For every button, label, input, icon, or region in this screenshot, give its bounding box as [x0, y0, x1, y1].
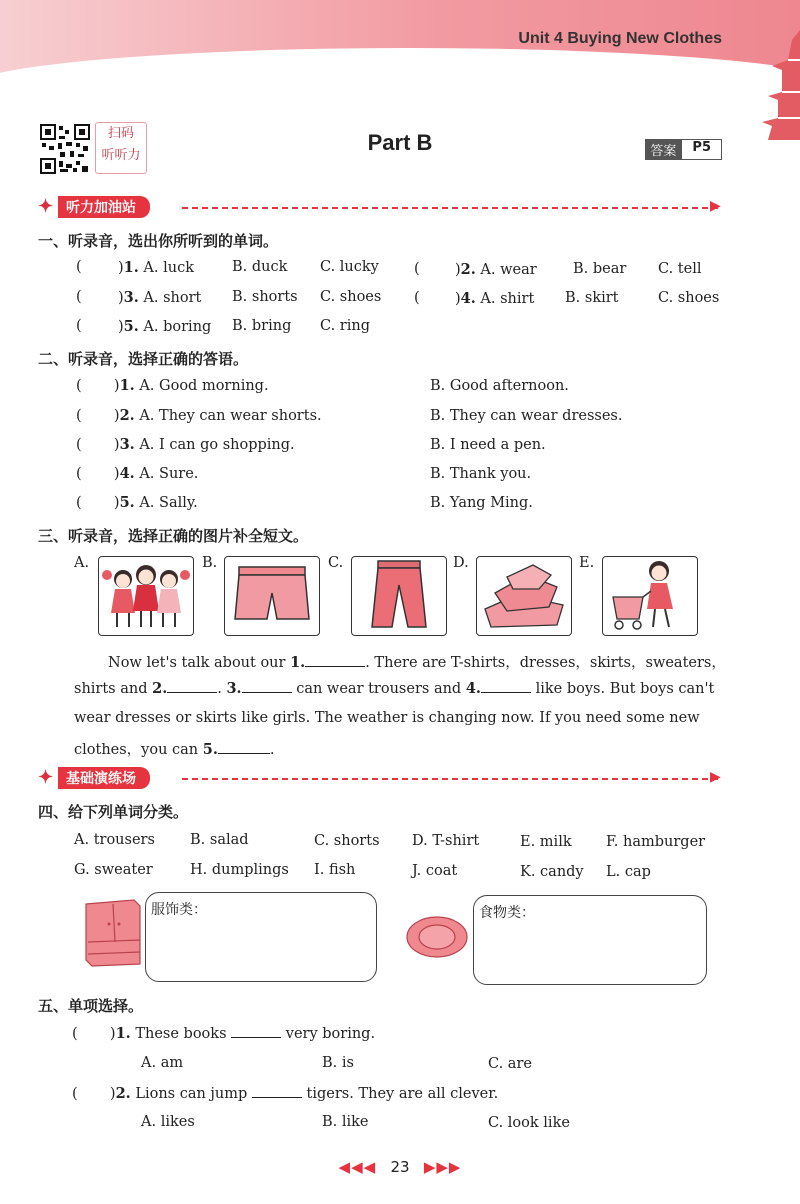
- divider: [182, 207, 718, 209]
- item-number: 3.: [123, 289, 139, 306]
- answer-label: 答案: [645, 139, 681, 160]
- practice-banner-label: 基础演练场: [58, 767, 150, 789]
- page-number: 23: [390, 1158, 410, 1176]
- picture-trousers: [351, 556, 447, 636]
- word: G. sweater: [74, 862, 153, 878]
- clothes-category-label: 服饰类：: [151, 902, 207, 918]
- passage-text: Now let's talk about our: [108, 655, 291, 671]
- word: D. T-shirt: [412, 833, 480, 849]
- option-c: C. shoes: [658, 290, 720, 306]
- item-number: 1.: [123, 259, 139, 276]
- answer-page: P5: [681, 139, 722, 160]
- scan-line-2: 听听力: [101, 148, 141, 163]
- passage-text: .: [269, 742, 275, 758]
- q1-heading: 一、听录音，选出你所听到的单词。: [38, 232, 279, 250]
- picture-letter-c: C.: [328, 555, 344, 571]
- q2-item-4: ( )4. A. Sure.: [76, 465, 199, 482]
- word: K. candy: [520, 864, 584, 880]
- passage-text: can wear trousers and: [291, 681, 466, 697]
- picture-shopping-girl: [602, 556, 698, 636]
- question-text: very boring.: [281, 1026, 376, 1042]
- q5-item-1: ( )1. These books very boring.: [72, 1025, 376, 1042]
- option-b: B. duck: [232, 259, 288, 275]
- option-a: A. I can go shopping.: [139, 437, 295, 453]
- option-b: B. I need a pen.: [430, 437, 546, 453]
- divider: [182, 778, 718, 780]
- option-c: C. shoes: [320, 289, 382, 305]
- passage-text: like boys. But boys can't: [530, 681, 715, 697]
- option-a: A. They can wear shorts.: [139, 408, 322, 424]
- q5-heading: 五、单项选择。: [38, 997, 144, 1015]
- option-b: B. skirt: [565, 290, 619, 306]
- blank-number: 3.: [226, 680, 242, 697]
- passage-text: clothes，you can: [74, 742, 203, 758]
- answer-blank[interactable]: [218, 753, 270, 754]
- passage-text: . There are T-shirts，dresses，skirts，sweaters，: [365, 655, 726, 671]
- scan-line-1: 扫码: [107, 126, 134, 141]
- option-b: B. bring: [232, 318, 292, 334]
- left-arrows-icon: ◀◀◀: [338, 1158, 377, 1176]
- q5-item-2: ( )2. Lions can jump tigers. They are all clever.: [72, 1085, 499, 1102]
- pagoda-icon: [748, 30, 800, 140]
- option-b: B. Thank you.: [430, 466, 532, 482]
- option-a: A. Good morning.: [139, 378, 269, 394]
- q1-item-2: )2. A. wear: [455, 261, 537, 278]
- answer-blank[interactable]: [231, 1037, 281, 1038]
- clothes-pile-illustration: [477, 557, 571, 635]
- q2-heading: 二、听录音，选择正确的答语。: [38, 350, 249, 368]
- q3-heading: 三、听录音，选择正确的图片补全短文。: [38, 527, 309, 545]
- word: C. shorts: [314, 833, 380, 849]
- header-band-curve: [0, 48, 800, 118]
- q2-item-2: ( )2. A. They can wear shorts.: [76, 407, 322, 424]
- blank-number: 4.: [465, 680, 481, 697]
- picture-girls: [98, 556, 194, 636]
- clothes-category-box[interactable]: [145, 892, 377, 982]
- q4-heading: 四、给下列单词分类。: [38, 803, 189, 821]
- answer-blank[interactable]: [252, 1097, 302, 1098]
- item-number: 5.: [119, 494, 135, 511]
- option-b: B. Good afternoon.: [430, 378, 569, 394]
- trousers-illustration: [352, 557, 446, 635]
- word: H. dumplings: [190, 862, 289, 878]
- arrow-right-icon: ▶: [710, 198, 721, 214]
- word: F. hamburger: [606, 834, 706, 850]
- listening-banner: [38, 196, 150, 218]
- word: E. milk: [520, 834, 572, 850]
- picture-letter-b: B.: [202, 555, 218, 571]
- shopping-girl-illustration: [603, 557, 697, 635]
- answer-reference: [645, 139, 722, 160]
- passage-line-2: [74, 680, 714, 697]
- paren: (: [414, 261, 420, 277]
- wardrobe-icon: [84, 898, 142, 968]
- option-c: C. are: [488, 1056, 532, 1072]
- q1-item-5: )5. A. boring: [118, 318, 212, 335]
- blank-number: 5.: [202, 741, 218, 758]
- option-a: A. Sally.: [139, 495, 198, 511]
- option-c: C. look like: [488, 1115, 570, 1131]
- picture-clothes-pile: [476, 556, 572, 636]
- option-a: A. likes: [141, 1114, 195, 1130]
- paren: (: [76, 318, 82, 334]
- word: B. salad: [190, 832, 249, 848]
- plate-icon: [405, 913, 469, 961]
- food-category-box[interactable]: [473, 895, 707, 985]
- answer-blank[interactable]: [167, 692, 217, 693]
- option-a: A. am: [141, 1055, 184, 1071]
- answer-blank[interactable]: [305, 666, 365, 667]
- paren: (: [76, 259, 82, 275]
- q1-item-1: [118, 259, 194, 276]
- star-icon: ✦: [38, 767, 54, 788]
- question-text: These books: [135, 1026, 232, 1042]
- answer-blank[interactable]: [481, 692, 531, 693]
- q1-item-3: )3. A. short: [118, 289, 202, 306]
- unit-title: Unit 4 Buying New Clothes: [518, 30, 722, 47]
- option-b: B. like: [322, 1114, 369, 1130]
- passage-line-3: wear dresses or skirts like girls. The weather is changing now. If you need some new: [74, 710, 700, 726]
- picture-letter-e: E.: [579, 555, 595, 571]
- picture-shorts: [224, 556, 320, 636]
- option-a: A. shirt: [480, 291, 535, 307]
- option-a: A. luck: [143, 260, 194, 276]
- item-number: 4.: [119, 465, 135, 482]
- option-b: B. is: [322, 1055, 354, 1071]
- option-a: A. wear: [480, 262, 537, 278]
- picture-letter-a: A.: [74, 555, 90, 571]
- item-number: 3.: [119, 436, 135, 453]
- star-icon: ✦: [38, 196, 54, 217]
- paren: (: [76, 289, 82, 305]
- item-number: 2.: [115, 1085, 131, 1102]
- blank-number: 2.: [152, 680, 168, 697]
- q2-item-3: ( )3. A. I can go shopping.: [76, 436, 295, 453]
- word: I. fish: [314, 862, 356, 878]
- question-text: tigers. They are all clever.: [301, 1086, 499, 1102]
- item-number: 5.: [123, 318, 139, 335]
- page-footer: [0, 1158, 800, 1176]
- option-b: B. bear: [573, 261, 627, 277]
- word: L. cap: [606, 864, 651, 880]
- q1-item-4: )4. A. shirt: [455, 290, 535, 307]
- answer-blank[interactable]: [242, 692, 292, 693]
- q2-item-5: ( )5. A. Sally.: [76, 494, 198, 511]
- q2-item-1: ( )1. A. Good morning.: [76, 377, 269, 394]
- option-b: B. shorts: [232, 289, 298, 305]
- option-c: C. ring: [320, 318, 370, 334]
- option-c: C. tell: [658, 261, 702, 277]
- option-a: A. short: [143, 290, 202, 306]
- blank-number: 1.: [290, 654, 306, 671]
- passage-line-4: [74, 738, 275, 759]
- passage-text: shirts and: [74, 681, 153, 697]
- arrow-right-icon: ▶: [710, 769, 721, 785]
- option-a: A. Sure.: [139, 466, 199, 482]
- picture-letter-d: D.: [453, 555, 469, 571]
- listening-banner-label: 听力加油站: [58, 196, 150, 218]
- option-b: B. They can wear dresses.: [430, 408, 623, 424]
- paren: (: [414, 290, 420, 306]
- right-arrows-icon: ▶▶▶: [423, 1158, 462, 1176]
- shorts-illustration: [225, 557, 319, 635]
- passage-text: .: [217, 681, 227, 697]
- word: J. coat: [412, 863, 458, 879]
- item-number: 1.: [119, 377, 135, 394]
- option-b: B. Yang Ming.: [430, 495, 533, 511]
- item-number: 1.: [115, 1025, 131, 1042]
- option-c: C. lucky: [320, 259, 379, 275]
- food-category-label: 食物类：: [479, 905, 535, 921]
- paren-close: ): [118, 260, 124, 276]
- passage-line-1: [108, 651, 726, 672]
- practice-banner: [38, 767, 150, 789]
- item-number: 4.: [460, 290, 476, 307]
- word: A. trousers: [74, 832, 155, 848]
- page-title: Part B: [367, 130, 433, 155]
- item-number: 2.: [119, 407, 135, 424]
- option-a: A. boring: [143, 319, 212, 335]
- three-girls-illustration: [99, 557, 193, 635]
- question-text: Lions can jump: [135, 1086, 252, 1102]
- item-number: 2.: [460, 261, 476, 278]
